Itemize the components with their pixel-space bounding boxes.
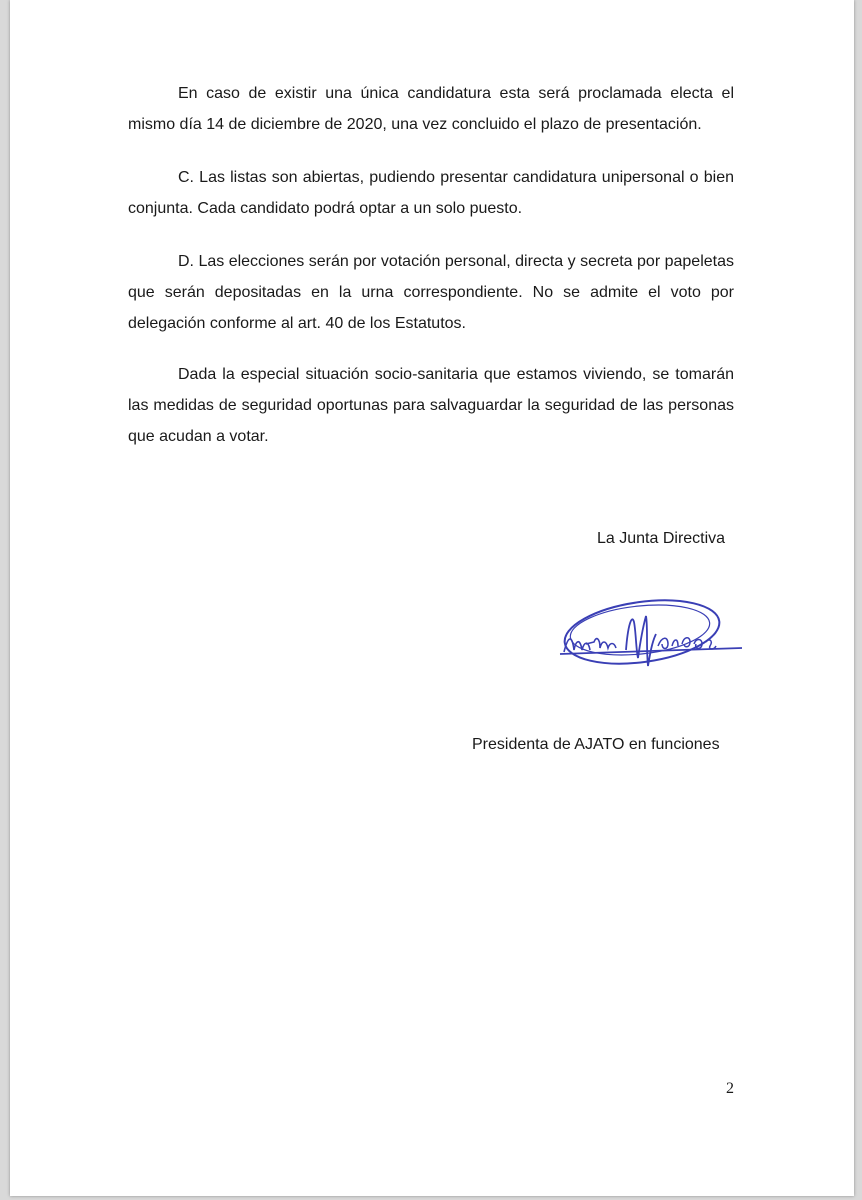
signature-first-name — [564, 639, 616, 652]
document-page — [10, 0, 854, 1196]
paragraph-voting-method: D. Las elecciones serán por votación personal, directa y secreta por papeletas que serán depositadas en la urna correspondiente. No se admite el voto por delegación conforme al art. 40 de los Estatutos. — [128, 253, 734, 332]
paragraph-single-candidacy: En caso de existir una única candidatura esta será proclamada electa el mismo día 14 de diciembre de 2020, una vez concluido el plazo de presentación. — [128, 85, 734, 133]
closing-signature-line: La Junta Directiva — [597, 530, 726, 547]
paragraph-open-lists: C. Las listas son abiertas, pudiendo presentar candidatura unipersonal o bien conjunta. Cada candidato podrá optar a un solo puesto. — [128, 169, 734, 217]
signature-initial — [626, 616, 656, 666]
signer-title: Presidenta de AJATO en funciones — [472, 736, 720, 753]
page-number: 2 — [726, 1080, 734, 1097]
paragraph-safety-measures: Dada la especial situación socio-sanitaria que estamos viviendo, se tomarán las medidas de seguridad oportunas para salvaguardar la seguridad de las personas que acudan a votar. — [128, 366, 734, 445]
handwritten-signature — [542, 584, 752, 694]
